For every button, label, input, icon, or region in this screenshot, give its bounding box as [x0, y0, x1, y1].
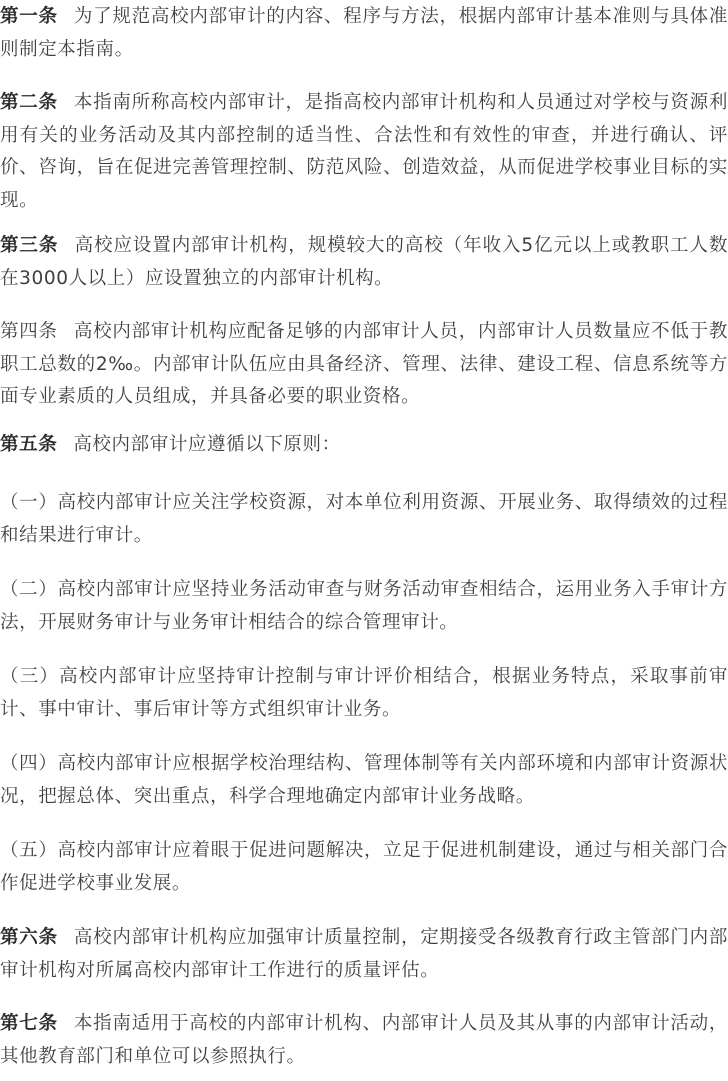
- article-text: 高校内部审计应遵循以下原则：: [73, 434, 341, 455]
- article-text: 高校应设置内部审计机构，规模较大的高校（年收入5亿元以上或教职工人数在3000人以上）应设置独立的内部审计机构。: [0, 235, 728, 289]
- article-label: 第一条: [0, 6, 58, 27]
- principle-4: [0, 748, 728, 813]
- principle-3: [0, 661, 728, 726]
- article-label: 第七条: [0, 1013, 58, 1034]
- article-5: [0, 429, 728, 462]
- article-label: 第五条: [0, 434, 58, 455]
- article-text: 本指南所称高校内部审计，是指高校内部审计机构和人员通过对学校与资源利用有关的业务活动及其内部控制的适当性、合法性和有效性的审查，并进行确认、评价、咨询，旨在促进完善管理控制、防范风险、创造效益，从而促进学校事业目标的实现。: [0, 92, 728, 211]
- principle-text: （二）高校内部审计应坚持业务活动审查与财务活动审查相结合，运用业务入手审计方法，开展财务审计与业务审计相结合的综合管理审计。: [0, 579, 728, 633]
- principle-1: [0, 487, 728, 552]
- principle-text: （五）高校内部审计应着眼于促进问题解决，立足于促进机制建设，通过与相关部门合作促进学校事业发展。: [0, 840, 728, 894]
- article-label: 第四条: [0, 321, 58, 342]
- principle-text: （四）高校内部审计应根据学校治理结构、管理体制等有关内部环境和内部审计资源状况，把握总体、突出重点，科学合理地确定内部审计业务战略。: [0, 753, 728, 807]
- article-text: 高校内部审计机构应加强审计质量控制，定期接受各级教育行政主管部门内部审计机构对所属高校内部审计工作进行的质量评估。: [0, 927, 728, 981]
- article-3: [0, 230, 728, 295]
- principle-5: [0, 835, 728, 900]
- article-2: [0, 87, 728, 217]
- article-1: [0, 1, 728, 66]
- article-text: 高校内部审计机构应配备足够的内部审计人员，内部审计人员数量应不低于教职工总数的2‰。内部审计队伍应由具备经济、管理、法律、建设工程、信息系统等方面专业素质的人员组成，并具备必要的职业资格。: [0, 321, 728, 407]
- principle-2: [0, 574, 728, 639]
- article-label: 第二条: [0, 92, 58, 113]
- principle-text: （一）高校内部审计应关注学校资源，对本单位利用资源、开展业务、取得绩效的过程和结果进行审计。: [0, 492, 728, 546]
- article-text: 本指南适用于高校的内部审计机构、内部审计人员及其从事的内部审计活动，其他教育部门和单位可以参照执行。: [0, 1013, 728, 1067]
- article-6: [0, 922, 728, 987]
- article-7: [0, 1008, 728, 1073]
- article-4: [0, 316, 728, 414]
- principle-text: （三）高校内部审计应坚持审计控制与审计评价相结合，根据业务特点，采取事前审计、事中审计、事后审计等方式组织审计业务。: [0, 666, 728, 720]
- article-label: 第三条: [0, 235, 59, 256]
- article-label: 第六条: [0, 927, 58, 948]
- article-text: 为了规范高校内部审计的内容、程序与方法，根据内部审计基本准则与具体准则制定本指南。: [0, 6, 728, 60]
